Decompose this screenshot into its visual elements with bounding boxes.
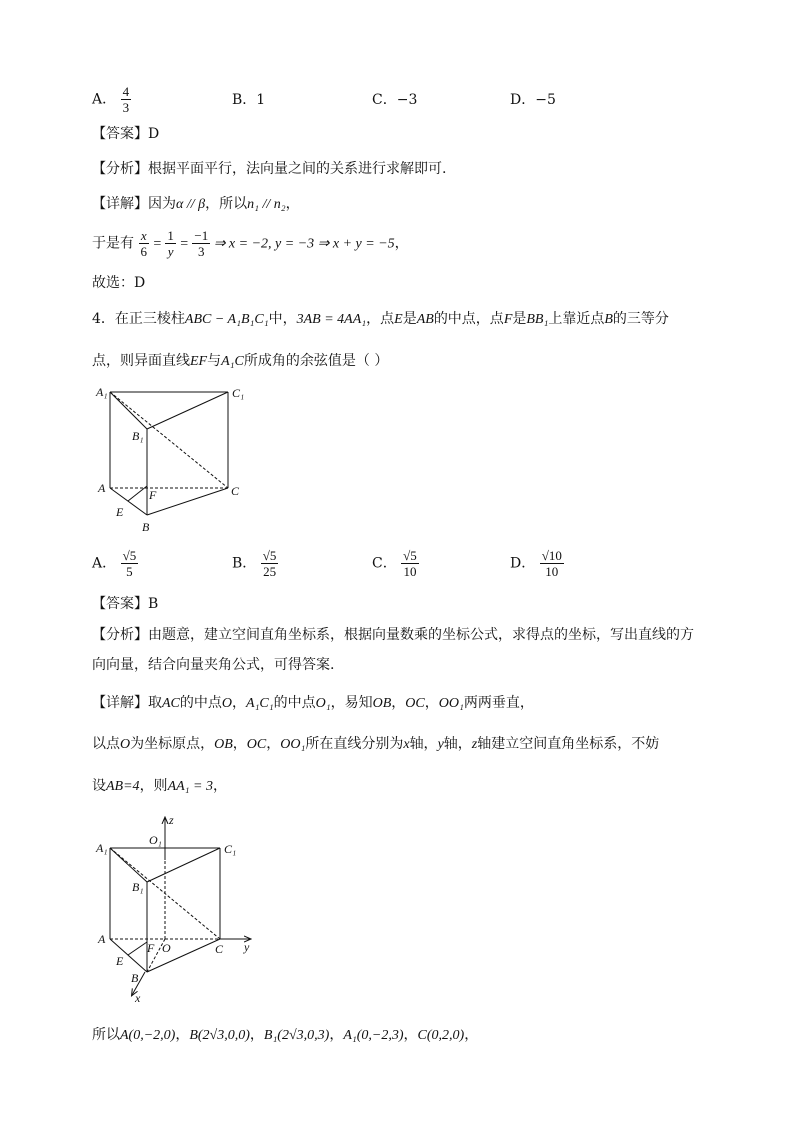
q4-coordinates: 所以A(0,−2,0)，B(2√3,0,0)，B₁(2√3,0,3)，A₁(0,−2,3)，C(0,2,0)， bbox=[92, 1027, 479, 1043]
label-a1: A₁ bbox=[96, 841, 108, 855]
q3-choice-d: D．−5 bbox=[510, 92, 556, 108]
label-c1: C₁ bbox=[224, 842, 237, 856]
q4-choice-d: D． $\frac{√10}{10}$ bbox=[510, 548, 562, 579]
edge-bc bbox=[147, 939, 220, 972]
label-b1: B₁ bbox=[132, 880, 144, 894]
q3-choice-b: B．1 bbox=[232, 92, 266, 108]
q4-stem-line1: 4．在正三棱柱ABC − A₁B₁C₁中，3AB = 4AA₁，点E是AB的中点，点F是BB₁上靠近点B的三等分 bbox=[92, 311, 669, 327]
label-c1: C₁ bbox=[232, 386, 245, 400]
q4-detail-line2: 以点O为坐标原点，OB，OC，OO₁所在直线分别为x轴，y轴，z轴建立空间直角坐标系，不妨 bbox=[92, 736, 660, 752]
q4-detail-line1: 【详解】取AC的中点O，A₁C₁的中点O₁，易知OB，OC，OO₁两两垂直， bbox=[92, 695, 534, 711]
q4-detail-line3: 设AB=4，则AA₁ = 3， bbox=[92, 778, 227, 794]
q4-answer: 【答案】B bbox=[92, 596, 159, 612]
label-z: z bbox=[169, 813, 174, 827]
label-b1: B₁ bbox=[132, 429, 144, 443]
q3-equation-line: 于是有 $\frac{x}{6}$ = $\frac{1}{y}$ = $\frac{-1}{3}$ ⇒ x = −2, y = −3 ⇒ x + y = −5， bbox=[92, 228, 409, 259]
label-e: E bbox=[116, 954, 124, 968]
segment-ef bbox=[128, 942, 147, 955]
q3-conclusion: 故选：D bbox=[92, 275, 146, 291]
q4-choice-a: A． $\frac{√5}{5}$ bbox=[92, 548, 137, 579]
q3-analysis: 【分析】根据平面平行，法向量之间的关系进行求解即可. bbox=[92, 161, 447, 177]
label-y: y bbox=[244, 940, 250, 954]
label-x: x bbox=[135, 991, 141, 1004]
label-a1: A₁ bbox=[96, 385, 108, 399]
edge-b1c1 bbox=[147, 392, 228, 429]
q3-choice-a: A． $\frac{4}{3}$ bbox=[92, 84, 130, 115]
label-c: C bbox=[231, 484, 240, 498]
q4-choice-c: C． $\frac{√5}{10}$ bbox=[372, 548, 417, 579]
q3-detail: 【详解】因为α // β，所以n₁ // n₂， bbox=[92, 196, 300, 212]
label-a: A bbox=[98, 481, 106, 495]
label-b: B bbox=[142, 520, 150, 534]
segment-a1c-hidden bbox=[110, 392, 228, 488]
label-o: O bbox=[162, 941, 171, 955]
label-o1: O₁ bbox=[149, 833, 162, 847]
coordinate-figure bbox=[90, 812, 270, 1004]
label-b: B bbox=[131, 971, 139, 985]
fraction: $\frac{4}{3}$ bbox=[122, 84, 130, 115]
q4-analysis-line2: 向向量，结合向量夹角公式，可得答案. bbox=[92, 657, 335, 673]
label-f: F bbox=[147, 941, 155, 955]
edge-a1b1 bbox=[110, 392, 147, 429]
label-e: E bbox=[116, 505, 124, 519]
label-a: A bbox=[98, 932, 106, 946]
edge-b1c1 bbox=[147, 848, 220, 882]
q4-choice-b: B． $\frac{√5}{25}$ bbox=[232, 548, 277, 579]
q3-answer: 【答案】D bbox=[92, 126, 160, 142]
q4-analysis-line1: 【分析】由题意，建立空间直角坐标系，根据向量数乘的坐标公式，求得点的坐标，写出直线的方 bbox=[92, 627, 694, 643]
label-f: F bbox=[149, 488, 157, 502]
q4-stem-line2: 点，则异面直线EF与A₁C所成角的余弦值是（ ） bbox=[92, 353, 389, 369]
prism-figure bbox=[90, 380, 260, 545]
q3-choice-c: C．−3 bbox=[372, 92, 418, 108]
label-c: C bbox=[215, 942, 224, 956]
edge-bc bbox=[147, 488, 228, 515]
